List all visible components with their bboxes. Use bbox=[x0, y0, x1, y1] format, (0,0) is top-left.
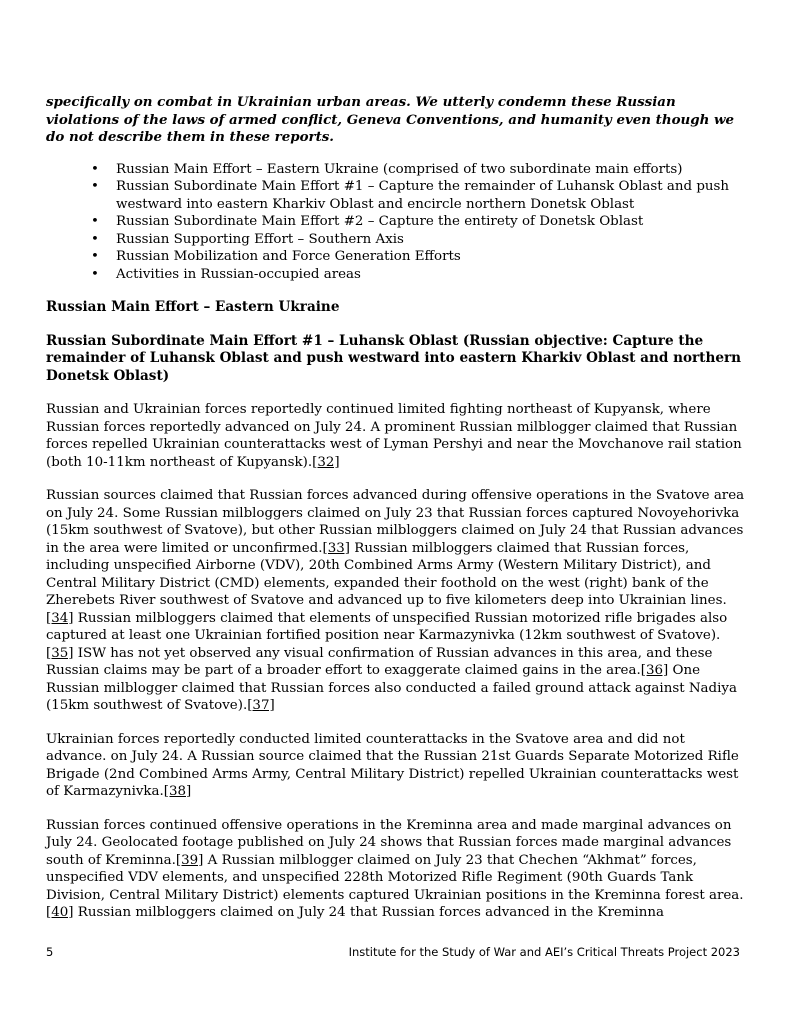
paragraph-kupyansk bbox=[46, 401, 746, 471]
paragraph-text: Ukrainian forces reportedly conducted limited counterattacks in the Svatove area and did not advance. on July 24. A Russian source claimed that the Russian 21st Guards Separate Motorized Rifle Brigade (2nd Combined Arms Army, Central Military District) repelled Ukrainian counterattacks west of Karmazynivka. bbox=[46, 731, 739, 799]
paragraph-kreminna bbox=[46, 817, 746, 922]
paragraph-text: One Russian milblogger claimed that Russian forces also conducted a failed ground attack against Nadiya (15km southwest of Svatove). bbox=[46, 663, 737, 713]
list-item: • Activities in Russian-occupied areas bbox=[116, 266, 746, 284]
footnote-link[interactable]: [36] bbox=[640, 663, 669, 678]
footnote-link[interactable]: [33] bbox=[322, 540, 350, 556]
list-item: • Russian Subordinate Main Effort #2 – Capture the entirety of Donetsk Oblast bbox=[116, 213, 746, 231]
section-heading-luhansk: Russian Subordinate Main Effort #1 – Luhansk Oblast (Russian objective: Capture the remainder of Luhansk Oblast and push westward into eastern Kharkiv Oblast and northern Donetsk Oblast) bbox=[46, 332, 742, 384]
paragraph-text: Russian and Ukrainian forces reportedly continued limited fighting northeast of Kupyansk, where Russian forces reportedly advanced on July 24. A prominent Russian milblogger claimed that Russian forces repelled Ukrainian counterattacks west of Lyman Pershyi and near the Movchanove rail station (both 10-11km northeast of Kupyansk). bbox=[46, 402, 742, 470]
intro-statement: specifically on combat in Ukrainian urban areas. We utterly condemn these Russian violations of the laws of armed conflict, Geneva Conventions, and humanity even though we do not describe them in these reports. bbox=[46, 94, 735, 145]
list-item: • Russian Supporting Effort – Southern Axis bbox=[116, 231, 746, 249]
list-item: • Russian Mobilization and Force Generation Efforts bbox=[116, 248, 746, 266]
report-sections-list bbox=[46, 161, 746, 284]
paragraph-text: Russian milbloggers claimed that elements of unspecified Russian motorized rifle brigades also captured at least one Ukrainian fortified position near Karmazynivka (12km southwest of Svatove). bbox=[46, 610, 728, 643]
footnote-link[interactable]: [32] bbox=[312, 454, 340, 470]
footnote-link[interactable]: [34] bbox=[46, 610, 74, 626]
page-content bbox=[46, 94, 746, 938]
paragraph-text: Russian sources claimed that Russian forces advanced during offensive operations in the Svatove area on July 24. Some Russian milbloggers claimed on July 23 that Russian forces captured Novoyehorivka (15km southwest of Svatove), but other Russian milbloggers claimed on July 24 that Russian advances in the area were limited or unconfirmed. bbox=[46, 488, 745, 556]
list-item: • Russian Subordinate Main Effort #1 – Capture the remainder of Luhansk Oblast and push westward into eastern Kharkiv Oblast and encircle northern Donetsk Oblast bbox=[116, 178, 746, 213]
footnote-link[interactable]: [39] bbox=[175, 852, 204, 868]
paragraph-text: ISW has not yet observed any visual confirmation of Russian advances in this area, and these Russian claims may be part of a broader effort to exaggerate claimed gains in the area. bbox=[46, 645, 713, 678]
section-heading-main-effort: Russian Main Effort – Eastern Ukraine bbox=[46, 299, 340, 315]
page-number: 5 bbox=[46, 945, 54, 959]
footnote-link[interactable]: [40] bbox=[46, 905, 74, 920]
footnote-link[interactable]: [35] bbox=[46, 645, 74, 661]
footnote-link[interactable]: [38] bbox=[163, 784, 192, 799]
footer-credit: Institute for the Study of War and AEI’s Critical Threats Project 2023 bbox=[348, 945, 740, 959]
list-item: • Russian Main Effort – Eastern Ukraine (comprised of two subordinate main efforts) bbox=[116, 161, 746, 179]
footnote-link[interactable]: [37] bbox=[247, 698, 275, 713]
paragraph-counterattacks bbox=[46, 731, 746, 801]
paragraph-text: Russian milbloggers claimed on July 24 that Russian forces advanced in the Kreminna bbox=[73, 905, 665, 920]
paragraph-text: Russian forces continued offensive operations in the Kreminna area and made marginal advances on July 24. Geolocated footage published on July 24 shows that Russian forces made marginal advances south of Kreminna. bbox=[46, 817, 732, 868]
paragraph-svatove bbox=[46, 487, 746, 715]
paragraph-text: A Russian milblogger claimed on July 23 that Chechen “Akhmat” forces, unspecified VDV elements, and unspecified 228th Motorized Rifle Regiment (90th Guards Tank Division, Central Military District) elements captured Ukrainian positions in the Kreminna forest area. bbox=[46, 852, 744, 903]
paragraph-text: Russian milbloggers claimed that Russian forces, including unspecified Airborne (VDV), 20th Combined Arms Army (Western Military District), and Central Military District (CMD) elements, expanded their foothold on the west (right) bank of the Zherebets River southwest of Svatove and advanced up to five kilometers deep into Ukrainian lines. bbox=[46, 540, 727, 608]
